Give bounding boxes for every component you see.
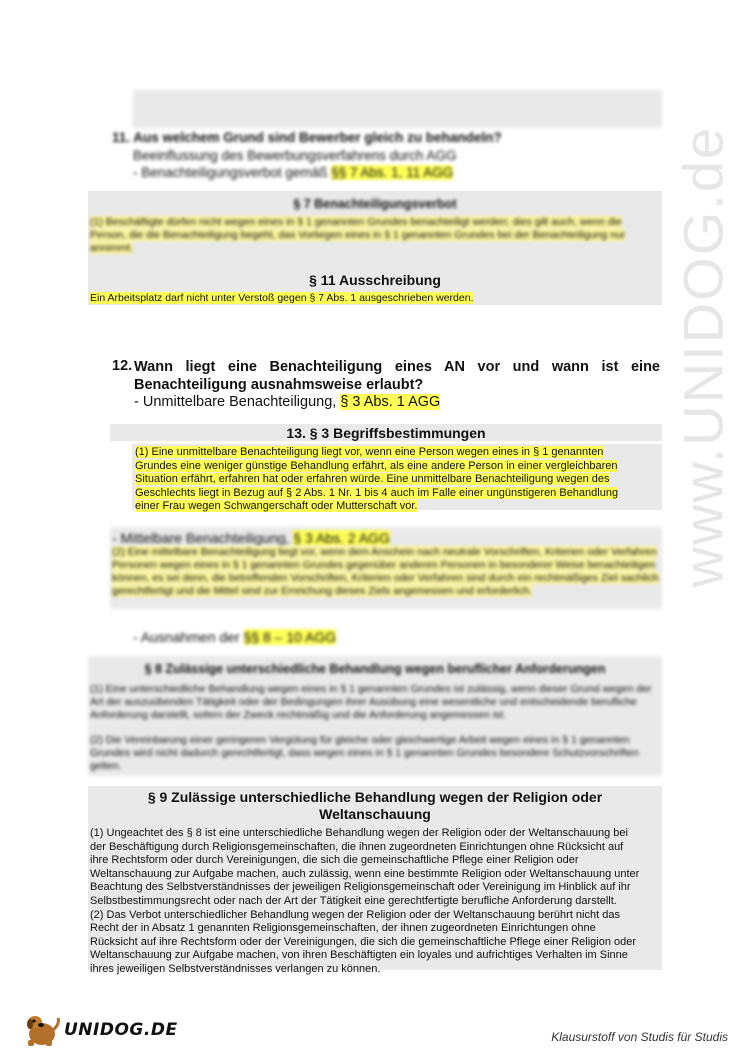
- para11-text: [90, 292, 474, 305]
- para3-line-5: einer Frau wegen Schwangerschaft oder Mutterschaft vor.: [135, 500, 418, 513]
- mittelbar-text-content: (2) Eine mittelbare Benachteiligung liegt vor, wenn dem Anschein nach neutrale Vorschriften, Kriterien oder Verfahren Personen wegen eines in § 1 genannten Grundes gegenüber anderen Personen in besonderer Weise benachteiligen können, es sei denn, die betreffenden Vorschriften, Kriterien oder Verfahren sind durch ein rechtmäßiges Ziel sachlich gerechtfertigt und die Mittel sind zur Erreichung dieses Ziels angemessen und erforderlich.: [112, 546, 659, 597]
- para9-title-line2: Weltanschauung: [319, 806, 431, 822]
- q11-line2-ref: §§ 7 Abs. 1, 11 AGG: [331, 165, 454, 180]
- dog-logo-icon: [22, 1012, 62, 1048]
- para8-title: § 8 Zulässige unterschiedliche Behandlung wegen beruflicher Anforderungen: [144, 662, 606, 676]
- top-grey-band: [133, 90, 662, 128]
- para9-line-10: Weltanschauung zur Aufgabe machen, von ihren Beschäftigten ein loyales und aufrichtiges Verhalten im Sinne: [90, 949, 628, 962]
- footer-logo[interactable]: [22, 1012, 178, 1048]
- question-12-number: 12.: [112, 358, 133, 374]
- para9-line-9: Rücksicht auf ihre Rechtsform oder der Vereinigungen, die sich die gemeinschaftliche Pflege einer Religion oder: [90, 935, 637, 948]
- para3-line-4: Geschlechts liegt in Bezug auf § 2 Abs. 1 Nr. 1 bis 4 auch im Falle einer ungünstigeren Behandlung: [135, 486, 619, 499]
- q12-answer-prefix: - Unmittelbare Benachteiligung,: [134, 394, 341, 410]
- question-11-line1: Beeinflussung des Bewerbungsverfahrens durch AGG: [133, 148, 457, 163]
- para8-text-1: (1) Eine unterschiedliche Behandlung wegen eines in § 1 genannten Grundes ist zulässig, wenn dieser Grund wegen der Art der auszuübenden Tätigkeit oder der Bedingungen ihrer Ausübung eine wesentliche und entscheidende berufliche Anforderung darstellt, sofern der Zweck rechtmäßig und die Anforderung angemessen ist.: [90, 683, 652, 721]
- mittelbar-ref: § 3 Abs. 2 AGG: [293, 530, 390, 546]
- para8-text-2: (2) Die Vereinbarung einer geringeren Vergütung für gleiche oder gleichwertige Arbeit wegen eines in § 1 genannten Grundes wird nicht dadurch gerechtfertigt, dass wegen eines in § 1 genannten Grundes besondere Schutzvorschriften gelten.: [90, 734, 639, 772]
- para9-title: [88, 789, 662, 823]
- logo-text: UNIDOG.DE: [64, 1020, 178, 1040]
- para3-text: [135, 446, 660, 514]
- para3-line-2: Grundes eine weniger günstige Behandlung erfährt, als eine andere Person in einer vergleichbaren: [135, 459, 618, 472]
- para7-text: [90, 216, 650, 255]
- watermark: www.UNIDOG.de: [671, 125, 735, 588]
- para11-title: § 11 Ausschreibung: [309, 272, 441, 288]
- ausnahmen-ref: §§ 8 – 10 AGG: [243, 629, 337, 645]
- mittelbar-line: [112, 529, 390, 547]
- q12-answer-ref: § 3 Abs. 1 AGG: [340, 394, 441, 410]
- para9-text: [90, 827, 660, 977]
- para9-line-8: Recht der in Absatz 1 genannten Religionsgemeinschaften, der ihnen zugeordneten Einrichtungen ohne: [90, 922, 596, 935]
- para9-line-7: (2) Das Verbot unterschiedlicher Behandlung wegen der Religion oder der Weltanschauung berührt nicht das: [90, 908, 620, 921]
- question-12-line2: Benachteiligung ausnahmsweise erlaubt?: [134, 377, 424, 393]
- para9-line-2: der Beschäftigung durch Religionsgemeinschaften, die ihnen zugeordneten Einrichtungen ohne Rücksicht auf: [90, 840, 624, 853]
- question-11-line2: [133, 164, 453, 182]
- para9-title-line1: § 9 Zulässige unterschiedliche Behandlung wegen der Religion oder: [147, 789, 603, 805]
- q11-line2-prefix: - Benachteiligungsverbot gemäß: [133, 165, 332, 180]
- para9-line-6: Selbstbestimmungsrecht oder nach der Art der Tätigkeit eine gerechtfertigte berufliche Anforderung darstellt.: [90, 894, 617, 907]
- para9-line-1: (1) Ungeachtet des § 8 ist eine unterschiedliche Behandlung wegen der Religion oder der Weltanschauung bei: [90, 827, 628, 839]
- question-12-text: [134, 358, 660, 394]
- para9-line-11: ihres jeweiligen Selbstverständnisses verlangen zu können.: [90, 962, 381, 975]
- para9-line-3: ihre Rechtsform oder durch Vereinigungen, die sich die gemeinschaftliche Pflege einer Religion oder: [90, 854, 579, 867]
- para11-text-content: Ein Arbeitsplatz darf nicht unter Verstoß gegen § 7 Abs. 1 ausgeschrieben werden.: [90, 292, 474, 304]
- question-12-line1: Wann liegt eine Benachteiligung eines AN vor und wann ist eine: [134, 359, 660, 375]
- para9-line-5: Beachtung des Selbstverständnisses der jeweiligen Religionsgemeinschaft oder Vereinigung im Hinblick auf ihr: [90, 881, 631, 894]
- para7-title: § 7 Benachteiligungsverbot: [293, 197, 457, 211]
- mittelbar-text: [112, 546, 660, 598]
- para3-line-3: Situation erfährt, erfahren hat oder erfahren würde. Eine unmittelbare Benachteiligung wegen des: [135, 473, 610, 486]
- para3-title: 13. § 3 Begriffsbestimmungen: [286, 425, 486, 441]
- para3-line-1: (1) Eine unmittelbare Benachteiligung liegt vor, wenn eine Person wegen eines in § 1 genannten: [135, 446, 604, 458]
- para7-text-content: (1) Beschäftigte dürfen nicht wegen eines in § 1 genannten Grundes benachteiligt werden; dies gilt auch, wenn die Person, die die Benachteiligung begeht, das Vorliegen eines in § 1 genannten Grundes bei der Benachteiligung nur annimmt.: [90, 216, 626, 254]
- q12-answer: [134, 393, 440, 411]
- ausnahmen-prefix: - Ausnahmen der: [133, 629, 244, 645]
- mittelbar-prefix: - Mittelbare Benachteiligung,: [112, 530, 294, 546]
- para9-line-4: Weltanschauung zur Aufgabe machen, auch zulässig, wenn eine bestimmte Religion oder Weltanschauung unter: [90, 867, 640, 880]
- footer-tagline: Klausurstoff von Studis für Studis: [551, 1030, 728, 1044]
- question-11: 11. Aus welchem Grund sind Bewerber gleich zu behandeln?: [112, 130, 502, 145]
- ausnahmen-line: [133, 628, 336, 646]
